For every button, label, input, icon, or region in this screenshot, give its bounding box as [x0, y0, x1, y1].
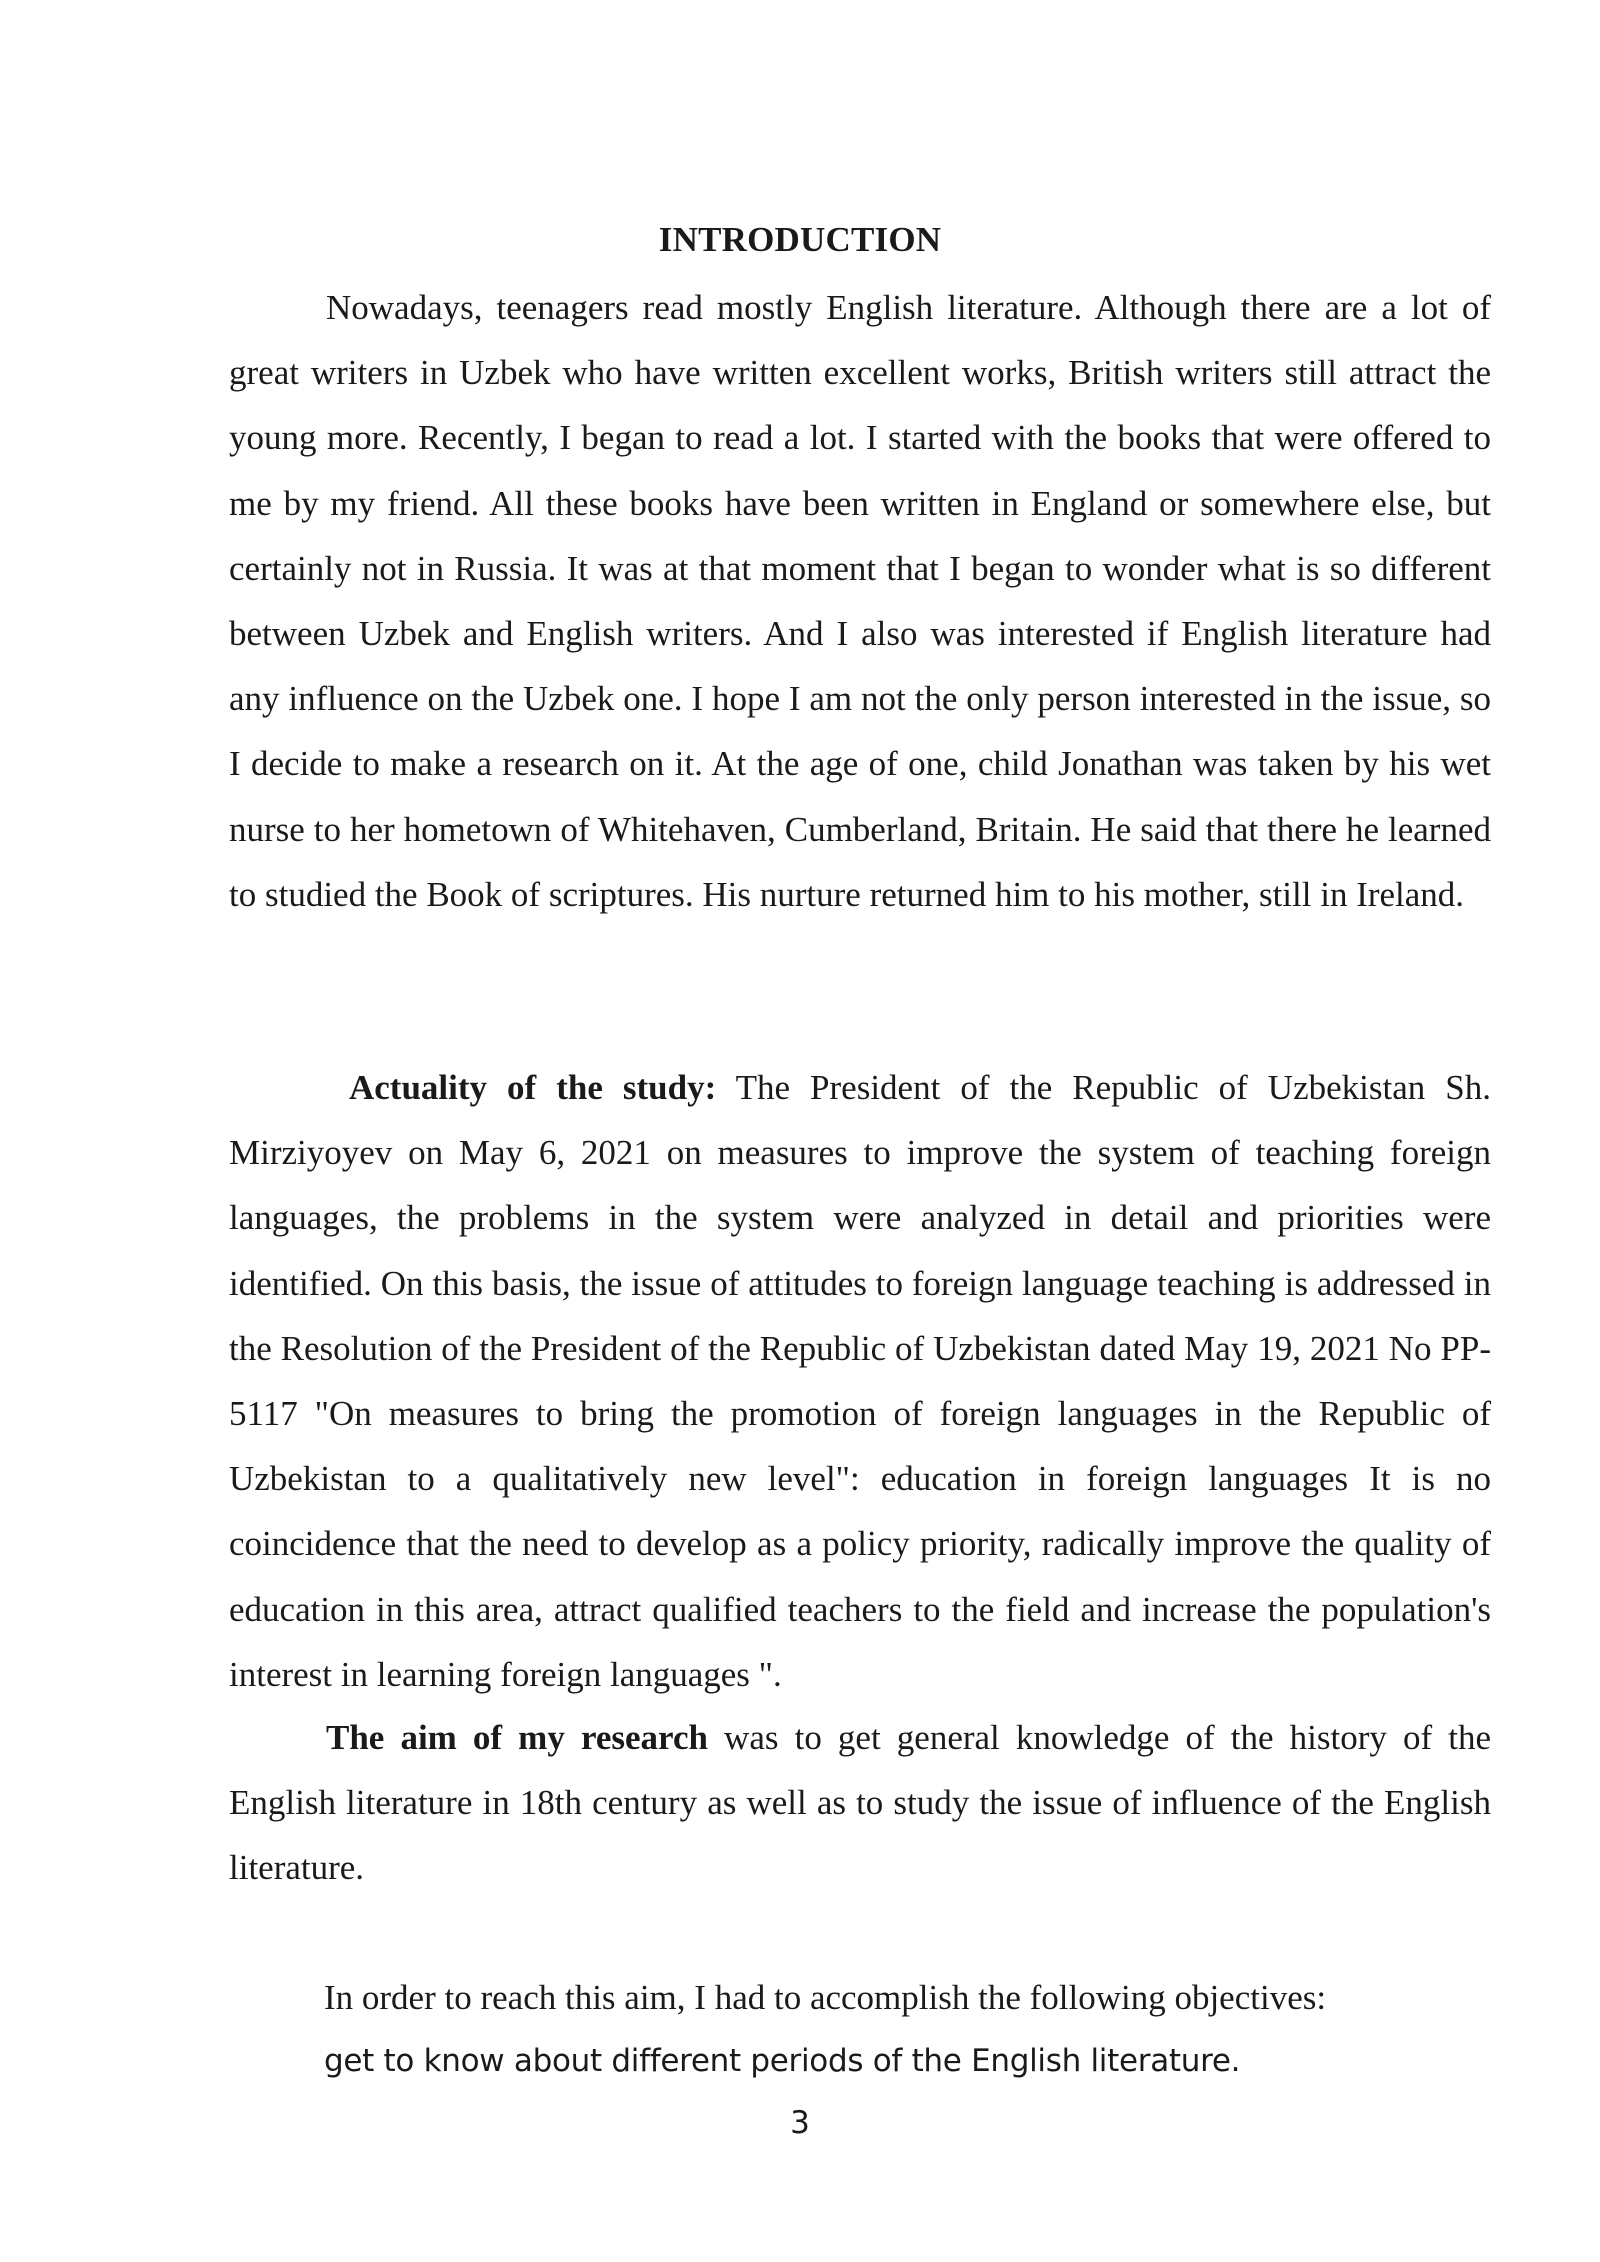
- aim-heading: The aim of my research: [326, 1718, 708, 1757]
- actuality-paragraph: [229, 1055, 1491, 1707]
- objectives-lead: In order to reach this aim, I had to accomplish the following objectives:: [324, 1978, 1327, 2017]
- actuality-heading: Actuality of the study:: [349, 1068, 717, 1107]
- aim-text: was to get general knowledge of the history of the English literature in 18th century as well as to study the issue of influence of the English literature.: [229, 1718, 1491, 1888]
- paragraph-text: Nowadays, teenagers read mostly English literature. Although there are a lot of great writers in Uzbek who have written excellent works, British writers still attract the young more. Recently, I began to read a lot. I started with the books that were offered to me by my friend. All these books have been written in England or somewhere else, but certainly not in Russia. It was at that moment that I began to wonder what is so different between Uzbek and English writers. And I also was interested if English literature had any influence on the Uzbek one. I hope I am not the only person interested in the issue, so I decide to make a research on it. At the age of one, child Jonathan was taken by his wet nurse to her hometown of Whitehaven, Cumberland, Britain. He said that there he learned to studied the Book of scriptures. His nurture returned him to his mother, still in Ireland.: [229, 288, 1491, 914]
- page-number: 3: [790, 2105, 810, 2141]
- actuality-text: The President of the Republic of Uzbekistan Sh. Mirziyoyev on May 6, 2021 on measures to improve the system of teaching foreign languages, the problems in the system were analyzed in detail and priorities were identified. On this basis, the issue of attitudes to foreign language teaching is addressed in the Resolution of the President of the Republic of Uzbekistan dated May 19, 2021 No PP-5117 "On measures to bring the promotion of foreign languages in the Republic of Uzbekistan to a qualitatively new level": education in foreign languages It is no coincidence that the need to develop as a policy priority, radically improve the quality of education in this area, attract qualified teachers to the field and increase the population's interest in learning foreign languages ".: [229, 1068, 1491, 1694]
- aim-paragraph: [229, 1705, 1491, 1901]
- page-title: INTRODUCTION: [658, 220, 942, 259]
- objective-item: get to know about different periods of the English literature.: [324, 2043, 1241, 2079]
- intro-paragraph: [229, 275, 1491, 927]
